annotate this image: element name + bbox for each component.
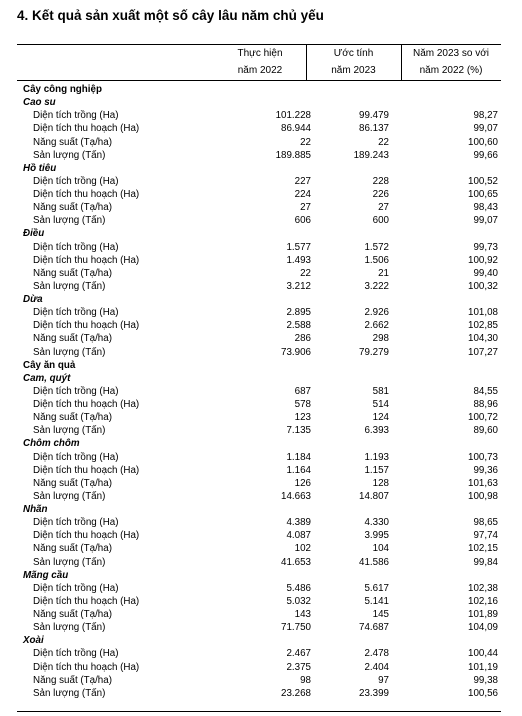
value-2023: 1.572	[364, 241, 389, 253]
crop-label: Mãng cầu	[23, 569, 69, 581]
table-body	[0, 83, 522, 700]
metric-label: Sản lượng (Tấn)	[33, 490, 106, 502]
value-2023: 1.506	[364, 254, 389, 266]
metric-label: Năng suất (Tạ/ha)	[33, 333, 112, 345]
value-ratio: 100,52	[468, 175, 498, 187]
value-ratio: 100,60	[468, 136, 498, 148]
value-ratio: 99,66	[473, 149, 498, 161]
value-2023: 97	[378, 674, 389, 686]
table-row	[0, 319, 522, 332]
metric-label: Diện tích trồng (Ha)	[33, 648, 119, 660]
value-2023: 514	[372, 399, 389, 410]
metric-label: Diện tích thu hoạch (Ha)	[33, 189, 140, 200]
metric-label: Diện tích thu hoạch (Ha)	[33, 661, 140, 673]
metric-label: Diện tích trồng (Ha)	[33, 517, 119, 529]
value-ratio: 88,96	[473, 399, 498, 410]
table-row	[0, 122, 522, 135]
metric-label: Diện tích trồng (Ha)	[33, 175, 119, 187]
page-title: 4. Kết quả sản xuất một số cây lâu năm chủ yếu	[17, 8, 324, 23]
crop-row	[0, 293, 522, 306]
table-row	[0, 241, 522, 254]
metric-label: Năng suất (Tạ/ha)	[33, 136, 112, 148]
table-row	[0, 542, 522, 555]
value-2022: 5.032	[286, 595, 311, 607]
value-ratio: 100,56	[468, 687, 498, 699]
value-ratio: 102,38	[468, 582, 498, 594]
value-2022: 71.750	[281, 622, 311, 634]
value-2022: 14.663	[281, 490, 311, 502]
value-2022: 2.375	[286, 661, 311, 673]
value-2022: 41.653	[281, 556, 311, 568]
group-row	[0, 83, 522, 96]
value-2022: 5.486	[286, 582, 311, 594]
value-2023: 145	[372, 609, 389, 620]
value-2022: 3.212	[286, 280, 311, 292]
column-header-2023-line1: Ước tính	[333, 48, 374, 59]
value-2022: 687	[294, 385, 311, 397]
value-2023: 22	[378, 136, 389, 148]
crop-label: Cao su	[23, 97, 56, 109]
table-row	[0, 451, 522, 464]
crop-row	[0, 162, 522, 175]
value-ratio: 99,73	[473, 241, 498, 253]
value-2022: 73.906	[281, 346, 311, 358]
table-row	[0, 477, 522, 490]
value-2023: 74.687	[359, 622, 389, 634]
crop-row	[0, 634, 522, 647]
value-ratio: 104,09	[468, 622, 498, 634]
value-2022: 227	[294, 175, 311, 187]
value-2023: 5.141	[364, 595, 389, 607]
value-2023: 228	[372, 175, 389, 187]
value-2022: 101.228	[275, 110, 311, 122]
metric-label: Sản lượng (Tấn)	[33, 622, 106, 634]
value-2022: 2.467	[286, 648, 311, 660]
crop-label: Chôm chôm	[23, 438, 80, 450]
metric-label: Diện tích trồng (Ha)	[33, 110, 119, 122]
value-ratio: 100,32	[468, 280, 498, 292]
value-ratio: 102,16	[468, 595, 498, 607]
table-row	[0, 411, 522, 424]
value-2023: 124	[372, 412, 389, 424]
value-2022: 4.087	[286, 530, 311, 542]
table-row	[0, 280, 522, 293]
value-2023: 5.617	[364, 582, 389, 594]
group-row	[0, 359, 522, 372]
table-bottom-rule	[17, 711, 501, 712]
crop-row	[0, 96, 522, 109]
metric-label: Năng suất (Tạ/ha)	[33, 543, 112, 555]
metric-label: Sản lượng (Tấn)	[33, 425, 106, 437]
value-2022: 22	[300, 136, 311, 148]
column-header-2022-line1: Thực hiện	[237, 48, 283, 59]
value-2022: 123	[294, 412, 311, 424]
value-2023: 189.243	[353, 149, 389, 161]
value-2022: 2.588	[286, 320, 311, 332]
value-2022: 86.944	[281, 123, 311, 135]
table-row	[0, 556, 522, 569]
metric-label: Diện tích trồng (Ha)	[33, 385, 119, 397]
table-row	[0, 267, 522, 280]
table-row	[0, 398, 522, 411]
value-ratio: 99,07	[473, 215, 498, 227]
value-ratio: 84,55	[473, 385, 498, 397]
value-ratio: 100,65	[468, 189, 498, 200]
value-2022: 126	[294, 477, 311, 489]
value-ratio: 89,60	[473, 425, 498, 437]
value-ratio: 104,30	[468, 333, 498, 345]
value-2023: 21	[378, 267, 389, 279]
metric-label: Năng suất (Tạ/ha)	[33, 674, 112, 686]
value-2022: 7.135	[286, 425, 311, 437]
value-2022: 1.164	[286, 464, 311, 476]
metric-label: Diện tích thu hoạch (Ha)	[33, 595, 140, 607]
metric-label: Sản lượng (Tấn)	[33, 280, 106, 292]
value-ratio: 107,27	[468, 346, 498, 358]
crop-row	[0, 569, 522, 582]
column-header-2023-line2: năm 2023	[331, 65, 376, 76]
value-ratio: 101,19	[468, 661, 498, 673]
table-row	[0, 385, 522, 398]
value-2023: 298	[372, 333, 389, 345]
value-ratio: 100,72	[468, 412, 498, 424]
value-2023: 27	[378, 202, 389, 214]
metric-label: Diện tích thu hoạch (Ha)	[33, 254, 140, 266]
table-header-rule	[17, 80, 501, 81]
group-label: Cây công nghiệp	[23, 84, 102, 95]
table-row	[0, 254, 522, 267]
metric-label: Sản lượng (Tấn)	[33, 215, 106, 227]
value-ratio: 99,84	[473, 556, 498, 568]
value-2023: 6.393	[364, 425, 389, 437]
value-2023: 2.926	[364, 307, 389, 319]
metric-label: Năng suất (Tạ/ha)	[33, 267, 112, 279]
value-2022: 578	[294, 399, 311, 410]
table-row	[0, 674, 522, 687]
metric-label: Năng suất (Tạ/ha)	[33, 412, 112, 424]
value-2022: 606	[294, 215, 311, 227]
table-row	[0, 595, 522, 608]
table-row	[0, 490, 522, 503]
value-2022: 4.389	[286, 517, 311, 529]
value-ratio: 99,38	[473, 674, 498, 686]
table-row	[0, 661, 522, 674]
value-2022: 1.577	[286, 241, 311, 253]
value-2023: 226	[372, 189, 389, 200]
value-ratio: 100,98	[468, 490, 498, 502]
table-row	[0, 149, 522, 162]
value-ratio: 102,85	[468, 320, 498, 332]
value-ratio: 98,65	[473, 517, 498, 529]
metric-label: Sản lượng (Tấn)	[33, 149, 106, 161]
metric-label: Diện tích trồng (Ha)	[33, 307, 119, 319]
value-2022: 102	[294, 543, 311, 555]
value-2023: 14.807	[359, 490, 389, 502]
value-ratio: 101,89	[468, 609, 498, 620]
metric-label: Năng suất (Tạ/ha)	[33, 477, 112, 489]
table-row	[0, 582, 522, 595]
value-2022: 27	[300, 202, 311, 214]
table-row	[0, 201, 522, 214]
table-row	[0, 608, 522, 621]
value-2023: 2.404	[364, 661, 389, 673]
value-ratio: 98,27	[473, 110, 498, 122]
value-2022: 286	[294, 333, 311, 345]
table-row	[0, 621, 522, 634]
metric-label: Diện tích trồng (Ha)	[33, 241, 119, 253]
table-row	[0, 647, 522, 660]
table-row	[0, 464, 522, 477]
table-row	[0, 332, 522, 345]
metric-label: Năng suất (Tạ/ha)	[33, 609, 112, 620]
table-row	[0, 346, 522, 359]
table-row	[0, 136, 522, 149]
value-ratio: 99,40	[473, 267, 498, 279]
table-row	[0, 424, 522, 437]
table-row	[0, 687, 522, 700]
value-2023: 99.479	[359, 110, 389, 122]
metric-label: Sản lượng (Tấn)	[33, 687, 106, 699]
column-header-ratio	[401, 45, 501, 79]
crop-row	[0, 503, 522, 516]
value-ratio: 101,63	[468, 477, 498, 489]
value-2023: 128	[372, 477, 389, 489]
column-header-2022-line2: năm 2022	[237, 65, 283, 76]
value-ratio: 100,92	[468, 254, 498, 266]
value-2022: 1.184	[286, 451, 311, 463]
metric-label: Diện tích thu hoạch (Ha)	[33, 320, 140, 332]
value-2023: 3.222	[364, 280, 389, 292]
crop-label: Nhãn	[23, 504, 48, 515]
crop-label: Xoài	[23, 635, 44, 647]
value-2023: 41.586	[359, 556, 389, 568]
crop-label: Dừa	[23, 294, 43, 305]
column-header-2022	[214, 45, 306, 79]
value-2022: 224	[294, 189, 311, 200]
table-row	[0, 175, 522, 188]
value-2023: 600	[372, 215, 389, 227]
value-ratio: 102,15	[468, 543, 498, 555]
value-2023: 2.662	[364, 320, 389, 332]
value-ratio: 99,07	[473, 123, 498, 135]
value-ratio: 97,74	[473, 530, 498, 542]
value-2023: 2.478	[364, 648, 389, 660]
crop-label: Hồ tiêu	[23, 162, 57, 174]
metric-label: Diện tích thu hoạch (Ha)	[33, 399, 140, 410]
value-2023: 3.995	[364, 530, 389, 542]
value-ratio: 101,08	[468, 307, 498, 319]
metric-label: Sản lượng (Tấn)	[33, 556, 106, 568]
value-2023: 1.193	[364, 451, 389, 463]
metric-label: Diện tích thu hoạch (Ha)	[33, 123, 140, 135]
crop-row	[0, 437, 522, 450]
crop-row	[0, 372, 522, 385]
column-header-2023	[306, 45, 401, 79]
value-2023: 86.137	[359, 123, 389, 135]
value-2023: 79.279	[359, 346, 389, 358]
value-2022: 98	[300, 674, 311, 686]
metric-label: Diện tích trồng (Ha)	[33, 451, 119, 463]
value-2022: 2.895	[286, 307, 311, 319]
table-row	[0, 109, 522, 122]
value-2023: 581	[372, 385, 389, 397]
value-ratio: 98,43	[473, 202, 498, 214]
value-ratio: 100,44	[468, 648, 498, 660]
table-row	[0, 516, 522, 529]
value-2023: 1.157	[364, 464, 389, 476]
column-header-ratio-line2: năm 2022 (%)	[419, 65, 483, 76]
table-row	[0, 188, 522, 201]
metric-label: Diện tích thu hoạch (Ha)	[33, 464, 140, 476]
value-2023: 23.399	[359, 687, 389, 699]
value-2022: 22	[300, 267, 311, 279]
metric-label: Diện tích trồng (Ha)	[33, 582, 119, 594]
value-2022: 143	[294, 609, 311, 620]
value-ratio: 99,36	[473, 464, 498, 476]
value-2022: 189.885	[275, 149, 311, 161]
table-row	[0, 214, 522, 227]
metric-label: Diện tích thu hoạch (Ha)	[33, 530, 140, 542]
crop-row	[0, 227, 522, 240]
crop-label: Cam, quýt	[23, 372, 71, 384]
metric-label: Sản lượng (Tấn)	[33, 346, 106, 358]
table-row	[0, 306, 522, 319]
table-row	[0, 529, 522, 542]
column-header-ratio-line1: Năm 2023 so với	[412, 48, 490, 59]
value-2022: 1.493	[286, 254, 311, 266]
value-2023: 4.330	[364, 517, 389, 529]
value-2023: 104	[372, 543, 389, 555]
crop-label: Điều	[23, 228, 45, 240]
value-2022: 23.268	[281, 687, 311, 699]
group-label: Cây ăn quả	[23, 359, 76, 371]
value-ratio: 100,73	[468, 451, 498, 463]
metric-label: Năng suất (Tạ/ha)	[33, 202, 112, 214]
